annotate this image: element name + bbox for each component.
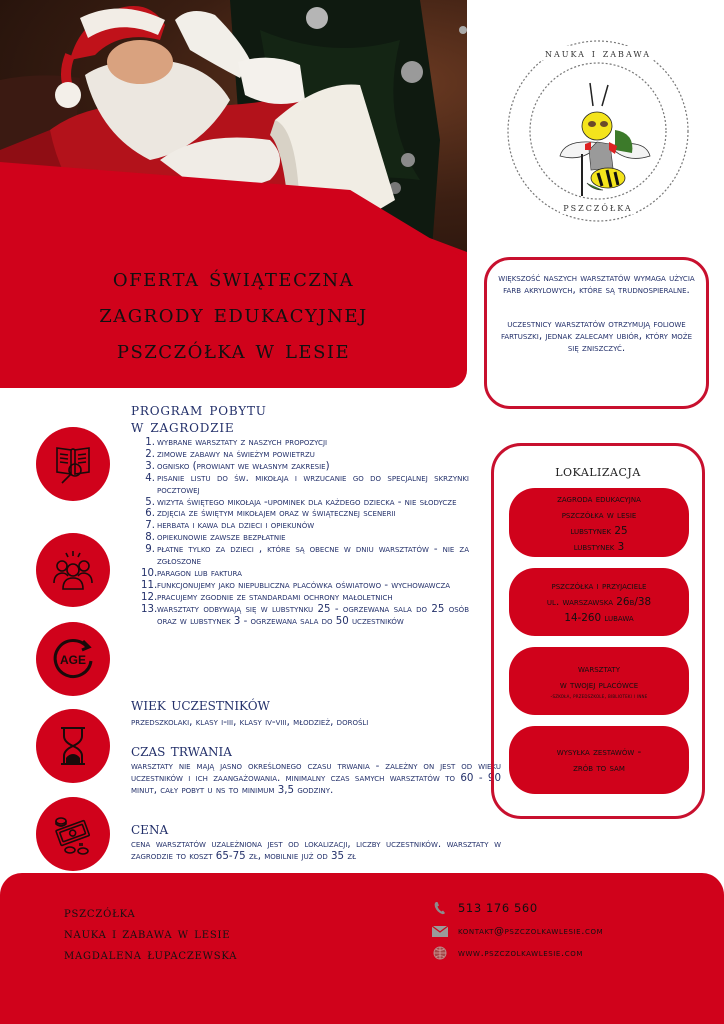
program-item [141,520,469,532]
program-item-number: 1. [145,437,155,448]
program-item-number: 9. [145,544,155,556]
footer-company-name: pszczółka [64,905,136,921]
program-item [141,604,469,628]
program-item-number: 11. [141,579,158,591]
location-line: ul. warszawska 26b/38 [546,596,652,608]
program-item-text: pracujemy zgodnie ze standardami ochrony małoletnich [157,591,393,603]
phone-number: 513 176 560 [458,901,538,915]
program-item-number: 12. [141,591,158,603]
location-small-note: -szkoła, przedszkole, biblioteki i inne [550,694,648,700]
location-pill-zagroda [509,488,689,557]
location-pill-your-venue [509,647,689,715]
logo-top-text-row [505,46,691,60]
program-item-text: paragon lub faktura [157,567,242,579]
location-line: wysyłka zestawów - [556,746,642,758]
pszczolka-logo [505,38,691,224]
program-heading-line-1: program pobytu [131,400,267,420]
location-line: w twojej placówce [559,679,639,691]
program-item [141,580,469,592]
program-item-number: 2. [145,448,155,460]
location-line: zagroda edukacyjna [557,492,641,505]
program-item [141,508,469,520]
program-item-number: 6. [145,508,155,520]
location-line: pszczółka i przyjaciele [551,580,647,592]
logo-bottom-text-row [505,200,691,214]
age-cycle-icon [49,635,97,683]
program-heading [131,402,267,436]
duration-text: warsztaty nie mają jasno określonego czasu trwania - zależny on jest od wieku uczestników i ich zaangażowania. minimalny czas samych warsztatów to 60 - 90 minut, cały pobyt u ns to minimum 3,5 godziny. [131,760,501,796]
title-line-3: pszczółka w lesie [116,335,351,364]
location-box [491,443,705,819]
website-url: www.pszczolkawlesie.com [458,947,583,959]
age-heading: wiek uczestników [131,695,270,715]
globe-icon [432,946,448,960]
location-pill-lubawa [509,568,689,636]
contact-website[interactable] [432,946,583,960]
book-magnifier-icon [51,442,95,486]
duration-heading: czas trwania [131,741,232,761]
logo-top-text: nauka i zabawa [542,46,654,60]
program-item [141,544,469,568]
program-list [141,437,469,628]
program-item [141,532,469,544]
program-item-number: 4. [145,472,155,484]
program-item-text: pisanie listu do św. mikołaja i wrzucanie go do specjalnej skrzynki pocztowej [157,472,469,496]
program-item [141,461,469,473]
program-heading-line-2: w zagrodzie [131,417,235,437]
location-line: lubstynek 3 [573,540,625,553]
location-pill-shipping [509,726,689,794]
program-item [141,497,469,509]
program-item [141,449,469,461]
age-text: przedszkolaki, klasy i-iii, klasy iv-viii, młodzież, dorośli [131,716,369,728]
program-item-text: płatne tylko za dzieci , które są obecne w dniu warsztatów - nie za zgłoszone [157,544,469,568]
location-line: pszczółka w lesie [561,508,637,521]
program-item-text: wybrane warsztaty z naszych propozycji [157,437,328,448]
program-item-text: zimowe zabawy na świeżym powietrzu [157,448,315,460]
location-line: 14-260 lubawa [564,612,634,624]
location-heading: lokalizacja [555,462,641,480]
program-item [141,473,469,497]
info-box [484,257,709,409]
page-title [0,260,467,368]
program-item-text: warsztaty odbywają się w lubstynku 25 - ogrzewana sala do 25 osób oraz w lubstynek 3 - ogrzewana sala do 50 uczestników [157,603,469,627]
location-line: warsztaty [578,663,620,675]
program-item-number: 5. [145,496,155,508]
age-icon-label: AGE [59,653,87,667]
hourglass-icon [53,724,93,768]
price-heading: cena [131,819,169,839]
phone-icon [432,901,448,915]
footer-owner: magdalena łupaczewska [64,947,238,963]
program-item-text: funkcjonujemy jako niepubliczna placówka oświatowo - wychowawcza [157,579,451,591]
envelope-icon [432,924,448,938]
program-item-number: 13. [141,603,158,615]
program-item-text: wizyta świętego mikołaja -upominek dla każdego dziecka - nie słodycze [157,496,457,508]
program-item-text: zdjęcia ze świętym mikołajem oraz w świątecznej scenerii [157,508,396,520]
info-paragraph-aprons: uczestnicy warsztatów otrzymują foliowe fartuszki, jednak zalecamy ubiór, który może się zniszczyć. [501,318,692,354]
logo-bottom-text: pszczółka [560,200,635,214]
program-item [141,437,469,449]
program-item-text: herbata i kawa dla dzieci i opiekunów [157,520,315,532]
program-item [141,592,469,604]
program-item-text: opiekunowie zawsze bezpłatnie [157,532,286,544]
footer-company [64,903,237,966]
age-icon-circle [36,622,110,696]
title-line-2: zagrody edukacyjnej [99,299,368,328]
program-item-number: 3. [145,460,155,472]
price-text: cena warsztatów uzależniona jest od lokalizacji, liczby uczestników. warsztaty w zagrodzie to koszt 65-75 zł, mobilnie już od 35 zł [131,838,501,862]
program-item-number: 10. [141,567,158,579]
contact-phone[interactable] [432,901,538,915]
email-address: kontakt@pszczolkawlesie.com [458,925,604,937]
program-item-number: 8. [145,532,155,544]
title-line-1: oferta świąteczna [112,263,355,292]
footer-tagline: nauka i zabawa w lesie [64,926,231,942]
location-line: zrób to sam [573,762,625,774]
bee-logo-icon [505,38,691,224]
group-icon-circle [36,533,110,607]
money-coins-icon [50,811,96,857]
duration-icon-circle [36,709,110,783]
contact-email[interactable] [432,924,603,938]
price-icon-circle [36,797,110,871]
footer [0,873,724,1024]
program-item-number: 7. [145,520,155,532]
program-item-text: ognisko (prowiant we własnym zakresie) [157,460,330,472]
program-icon-circle [36,427,110,501]
info-paragraph-acrylic: większość naszych warsztatów wymaga użycia farb akrylowych, które są trudnospieralne. [498,272,695,296]
people-group-icon [50,547,96,593]
location-line: lubstynek 25 [570,524,628,537]
program-item [141,568,469,580]
